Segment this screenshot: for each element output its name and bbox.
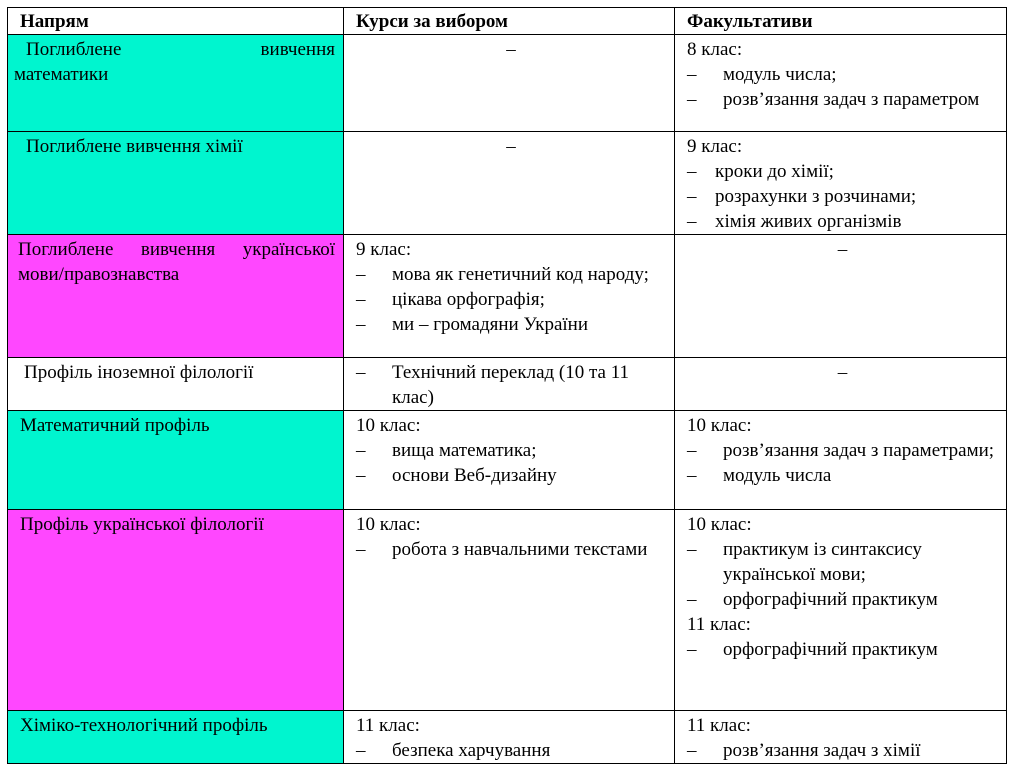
list-item: – безпека харчування	[356, 740, 551, 761]
courses-table	[7, 7, 1007, 764]
direction-label: Математичний профіль	[20, 415, 210, 436]
grade-label: 8 клас:	[687, 39, 743, 60]
list-item: – мова як генетичний код народу;	[356, 264, 649, 285]
list-item: – розрахунки з розчинами;	[687, 186, 917, 207]
list-item: – модуль числа	[687, 465, 832, 486]
list-item: – Технічний переклад (10 та 11 клас)	[356, 362, 630, 408]
electives-cell	[675, 711, 1007, 764]
direction-label: Профіль іноземної філології	[24, 362, 254, 383]
list-item: – розв’язання задач з хімії	[687, 740, 921, 761]
table-row	[8, 235, 1007, 358]
direction-label: Поглиблене вивчення хімії	[26, 136, 243, 157]
list-item: – орфографічний практикум	[687, 589, 938, 610]
grade-label: 11 клас:	[356, 715, 420, 736]
direction-label: Поглиблене вивчення української мови/правознавства	[18, 239, 335, 285]
direction-cell	[8, 358, 344, 411]
courses-cell	[344, 711, 675, 764]
table-row	[8, 510, 1007, 711]
direction-line-2: математики	[14, 64, 109, 85]
courses-cell	[344, 510, 675, 711]
table-row	[8, 132, 1007, 235]
electives-cell	[675, 132, 1007, 235]
grade-label: 11 клас:	[687, 614, 751, 635]
courses-cell-empty: –	[344, 132, 675, 235]
electives-cell	[675, 510, 1007, 711]
direction-label: Хіміко-технологічний профіль	[20, 715, 268, 736]
header-row	[8, 8, 1007, 35]
list-item: – цікава орфографія;	[356, 289, 545, 310]
table-row	[8, 411, 1007, 510]
courses-cell	[344, 411, 675, 510]
direction-cell	[8, 510, 344, 711]
table-row	[8, 711, 1007, 764]
grade-label: 10 клас:	[356, 415, 421, 436]
list-item: – вища математика;	[356, 440, 537, 461]
list-item: – модуль числа;	[687, 64, 837, 85]
grade-label: 10 клас:	[687, 514, 752, 535]
courses-cell	[344, 358, 675, 411]
grade-label: 9 клас:	[687, 136, 743, 157]
direction-label	[20, 37, 335, 62]
list-item: – орфографічний практикум	[687, 639, 938, 660]
direction-line-1: Поглиблене вивчення	[26, 39, 335, 60]
list-item: – хімія живих організмів	[687, 211, 902, 232]
courses-cell-empty: –	[344, 35, 675, 132]
electives-cell	[675, 35, 1007, 132]
direction-cell	[8, 35, 344, 132]
list-item: – розв’язання задач з параметрами;	[687, 440, 995, 461]
direction-cell	[8, 711, 344, 764]
list-item: – робота з навчальними текстами	[356, 539, 648, 560]
grade-label: 10 клас:	[687, 415, 752, 436]
direction-label: Профіль української філології	[20, 514, 264, 535]
grade-label: 9 клас:	[356, 239, 412, 260]
electives-cell-empty: –	[675, 358, 1007, 411]
electives-cell-empty: –	[675, 235, 1007, 358]
list-item: – практикум із синтаксису української мови;	[687, 539, 922, 585]
header-direction: Напрям	[8, 8, 344, 35]
table-row	[8, 35, 1007, 132]
direction-cell	[8, 132, 344, 235]
courses-cell	[344, 235, 675, 358]
grade-label: 11 клас:	[687, 715, 751, 736]
header-courses: Курси за вибором	[344, 8, 675, 35]
list-item: – ми – громадяни України	[356, 314, 589, 335]
header-electives: Факультативи	[675, 8, 1007, 35]
grade-label: 10 клас:	[356, 514, 421, 535]
direction-cell	[8, 235, 344, 358]
electives-cell	[675, 411, 1007, 510]
table-row	[8, 358, 1007, 411]
list-item: – основи Веб-дизайну	[356, 465, 557, 486]
list-item: – розв’язання задач з параметром	[687, 89, 980, 110]
list-item: – кроки до хімії;	[687, 161, 834, 182]
direction-cell	[8, 411, 344, 510]
